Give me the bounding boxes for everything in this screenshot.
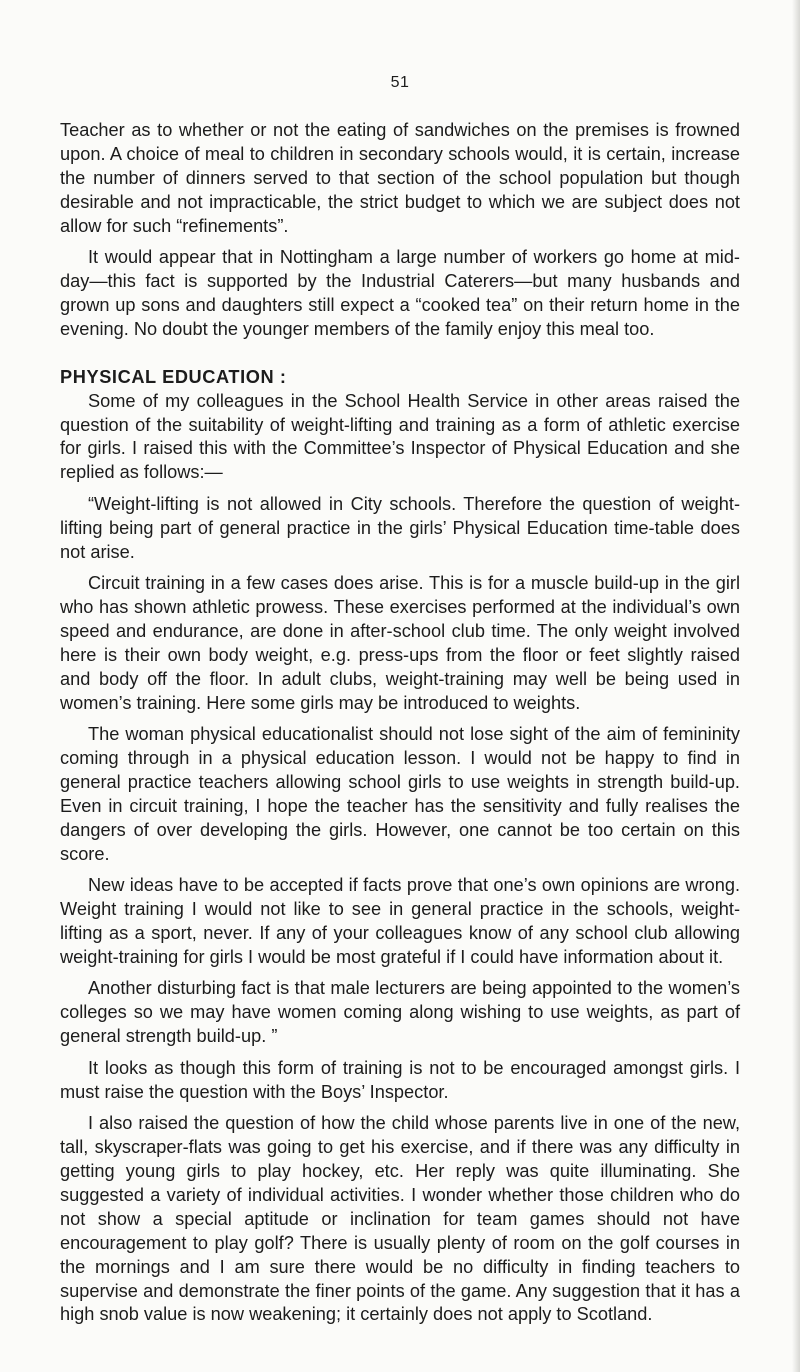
paragraph-school-meals-choice: Teacher as to whether or not the eating of sandwiches on the premises is frowned upon. A choice of meal to children in secondary schools would, it is certain, increase the number of dinners served to that section of the school population but though desirable and not impracticable, the strict budget to which we are subject does not allow for such “refinements”. bbox=[60, 120, 740, 236]
paragraph-new-ideas: New ideas have to be accepted if facts prove that one’s own opinions are wrong. Weight training I would not like to see in general practice in the schools, weight-lifting as a sport, never. If any of your colleagues know of any school club allowing weight-training for girls I would be most grateful if I could have information about it. bbox=[60, 875, 740, 967]
body-text bbox=[60, 119, 740, 1335]
paragraph-male-lecturers: Another disturbing fact is that male lecturers are being appointed to the women’s colleges so we may have women coming along wishing to use weights, as part of general strength build-up. ” bbox=[60, 978, 740, 1047]
paragraph-weight-lifting-question: Some of my colleagues in the School Health Service in other areas raised the question of the suitability of weight-lifting and training as a form of athletic exercise for girls. I raised this with the Committee’s Inspector of Physical Education and she replied as follows:— bbox=[60, 390, 740, 483]
paragraph-cooked-tea: It would appear that in Nottingham a large number of workers go home at mid-day—this fact is supported by the Industrial Caterers—but many husbands and grown up sons and daughters still expect a “cooked tea” on their return home in the evening. No doubt the younger members of the family enjoy this meal too. bbox=[60, 247, 740, 339]
page-number: 51 bbox=[390, 74, 410, 91]
paragraph-boys-inspector: It looks as though this form of training is not to be encouraged amongst girls. I must raise the question with the Boys’ Inspector. bbox=[60, 1057, 740, 1102]
paragraph-femininity: The woman physical educationalist should not lose sight of the aim of femininity coming through in a physical education lesson. I would not be happy to find in general practice teachers allowing school girls to use weights in strength build-up. Even in circuit training, I hope the teacher has the sensitivity and fully realises the dangers of over developing the girls. However, one cannot be too certain on this score. bbox=[60, 724, 740, 864]
paragraph-circuit-training: Circuit training in a few cases does arise. This is for a muscle build-up in the girl who has shown athletic prowess. These exercises performed at the individual’s own speed and endurance, are done in after-school club time. The only weight involved here is their own body weight, e.g. press-ups from the floor or feet slightly raised and body off the floor. In adult clubs, weight-training may well be being used in women’s training. Here some girls may be introduced to weights. bbox=[60, 573, 740, 713]
paragraph-skyscraper-flats-golf: I also raised the question of how the child whose parents live in one of the new, tall, skyscraper-flats was going to get his exercise, and if there was any difficulty in getting young girls to play hockey, etc. Her reply was quite illuminating. She suggested a variety of individual activities. I wonder whether those children who do not show a special aptitude or inclination for team games should not have encouragement to play golf? There is usually plenty of room on the golf courses in the mornings and I am sure there would be no difficulty in finding teachers to supervise and demonstrate the finer points of the game. Any suggestion that it has a high snob value is now weakening; it certainly does not apply to Scotland. bbox=[60, 1113, 740, 1325]
paragraph-weight-lifting-not-allowed: “Weight-lifting is not allowed in City schools. Therefore the question of weight-lifting being part of general practice in the girls’ Physical Education time-table does not arise. bbox=[60, 493, 740, 562]
page-edge-shadow bbox=[792, 0, 800, 1372]
section-heading-physical-education: PHYSICAL EDUCATION : bbox=[60, 366, 287, 387]
